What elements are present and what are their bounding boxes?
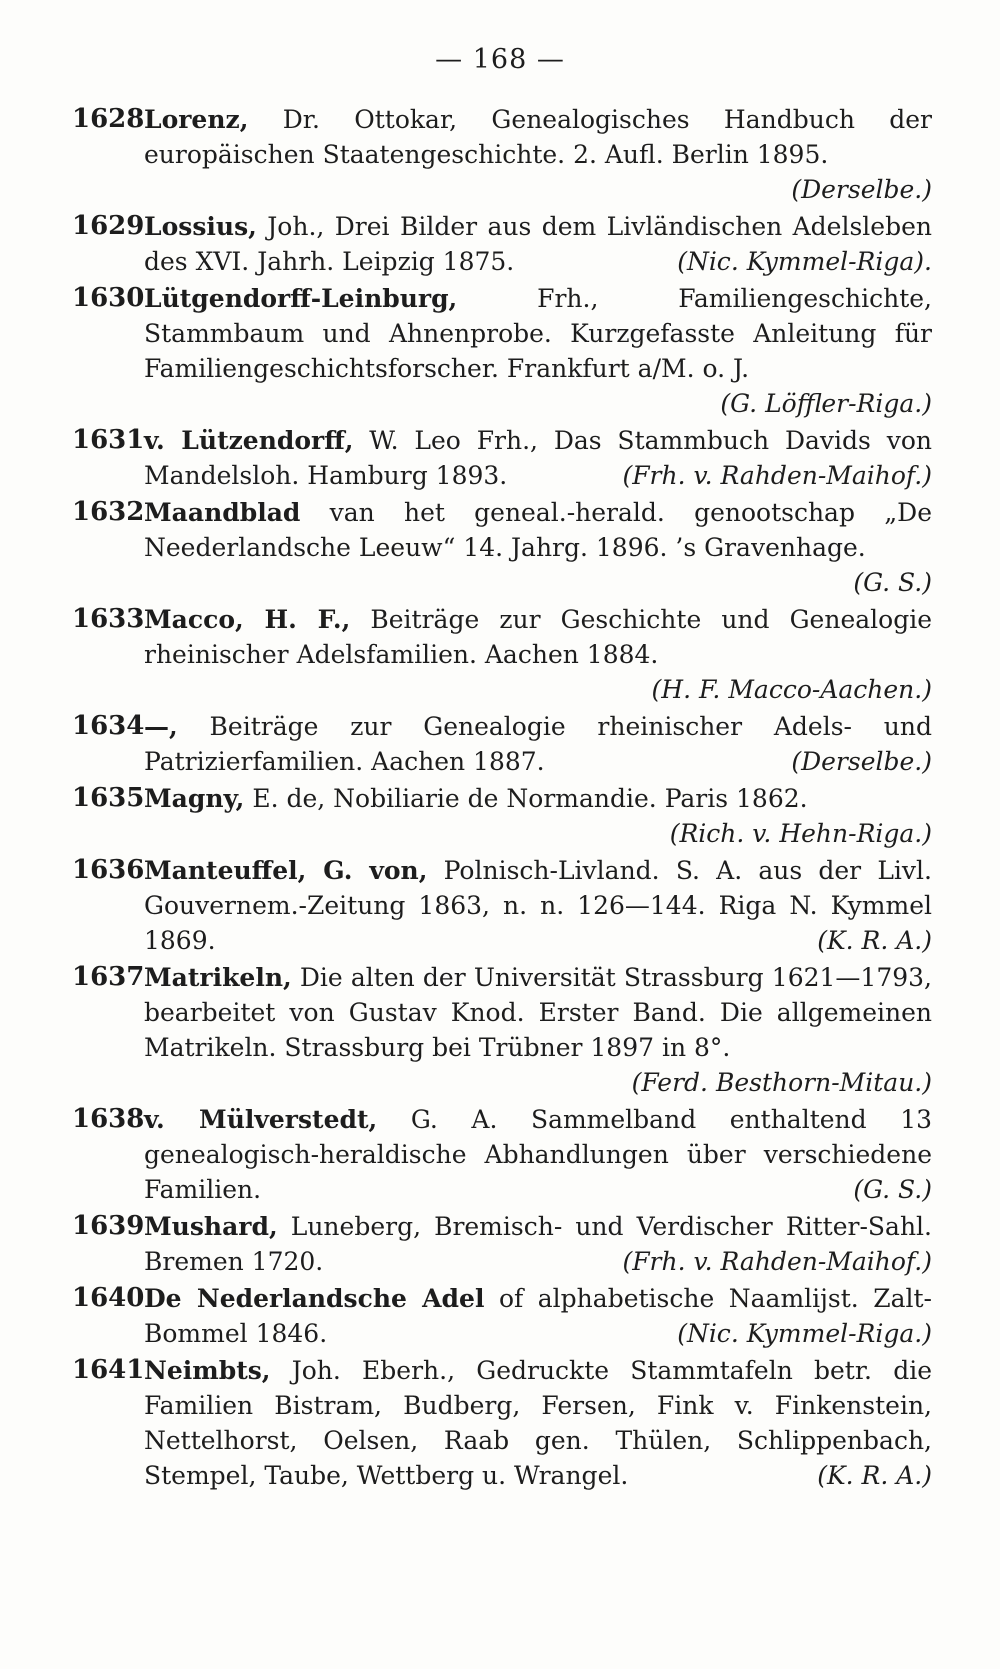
entry-text: Die alten der Universität Strassburg 1621—1793, bearbeitet von Gustav Knod. Erster Band. Die allgemeinen Matrikeln. Strassburg bei Trübner 1897 in 8°. <box>144 963 932 1062</box>
bibliography-list <box>72 102 932 1495</box>
entry-number: 1631 <box>72 425 145 455</box>
entry-body <box>144 709 932 779</box>
entry-author: De Nederlandsche Adel <box>144 1284 485 1313</box>
entry-body <box>144 1209 932 1279</box>
entry-source: (K. R. A.) <box>817 926 932 955</box>
entry-source: (Nic. Kymmel-Riga.) <box>677 1319 932 1348</box>
entry-author: —, <box>144 712 178 741</box>
entry-text: Dr. Ottokar, Genealogisches Handbuch der europäischen Staatengeschichte. 2. Aufl. Berlin 1895. <box>144 105 932 169</box>
entry-body <box>144 853 932 958</box>
bibliography-entry <box>72 602 932 707</box>
entry-body <box>144 1102 932 1207</box>
bibliography-entry <box>72 781 932 851</box>
bibliography-entry <box>72 1353 932 1493</box>
entry-body <box>144 423 932 493</box>
entry-text: Polnisch-Livland. S. A. aus der Livl. Gouvernem.-Zeitung 1863, n. n. 126—144. Riga N. Kymmel 1869. <box>144 856 932 955</box>
entry-text: Beiträge zur Geschichte und Genealogie rheinischer Adelsfamilien. Aachen 1884. <box>144 605 932 669</box>
entry-number: 1637 <box>72 962 145 992</box>
entry-source: (Derselbe.) <box>791 747 932 776</box>
entry-source: (Frh. v. Rahden-Maihof.) <box>622 1247 932 1276</box>
entry-number: 1634 <box>72 711 145 741</box>
entry-number: 1635 <box>72 783 145 813</box>
entry-number: 1628 <box>72 104 145 134</box>
bibliography-entry <box>72 1281 932 1351</box>
entry-text: Joh. Eberh., Gedruckte Stammtafeln betr. die Familien Bistram, Budberg, Fersen, Fink v. Finkenstein, Nettelhorst, Oelsen, Raab gen. Thülen, Schlippenbach, Stempel, Taube, Wettberg u. Wrangel. <box>144 1356 932 1490</box>
entry-author: Manteuffel, G. von, <box>144 856 428 885</box>
bibliography-entry <box>72 495 932 600</box>
entry-number: 1640 <box>72 1283 145 1313</box>
entry-text: Joh., Drei Bilder aus dem Livländischen Adelsleben des XVI. Jahrh. Leipzig 1875. <box>144 212 932 276</box>
entry-author: Lossius, <box>144 212 257 241</box>
entry-source: (Rich. v. Hehn-Riga.) <box>669 819 932 848</box>
entry-author: Lorenz, <box>144 105 249 134</box>
entry-source: (K. R. A.) <box>817 1461 932 1490</box>
bibliography-entry <box>72 1209 932 1279</box>
bibliography-entry <box>72 960 932 1100</box>
entry-author: Lütgendorff-Leinburg, <box>144 284 458 313</box>
entry-author: Maandblad <box>144 498 301 527</box>
entry-text: van het geneal.-herald. genootschap „De Neederlandsche Leeuw“ 14. Jahrg. 1896. ’s Gravenhage. <box>144 498 932 562</box>
entry-body <box>144 602 932 707</box>
entry-text: of alphabetische Naamlijst. Zalt-Bommel 1846. <box>144 1284 932 1348</box>
entry-number: 1629 <box>72 211 145 241</box>
entry-source: (G. S.) <box>853 1175 932 1204</box>
entry-text: Beiträge zur Genealogie rheinischer Adels- und Patrizierfamilien. Aachen 1887. <box>144 712 932 776</box>
entry-author: Matrikeln, <box>144 963 292 992</box>
entry-body <box>144 102 932 207</box>
entry-text: W. Leo Frh., Das Stammbuch Davids von Mandelsloh. Hamburg 1893. <box>144 426 932 490</box>
entry-body <box>144 781 932 851</box>
entry-author: Magny, <box>144 784 245 813</box>
entry-text: G. A. Sammelband enthaltend 13 genealogisch-heraldische Abhandlungen über verschiedene Familien. <box>144 1105 933 1204</box>
entry-body <box>144 1353 932 1493</box>
entry-body <box>144 1281 932 1351</box>
bibliography-entry <box>72 1102 932 1207</box>
entry-body <box>144 495 932 600</box>
entry-source: (H. F. Macco-Aachen.) <box>651 675 932 704</box>
entry-source: (G. Löffler-Riga.) <box>720 389 932 418</box>
bibliography-entry <box>72 102 932 207</box>
bibliography-entry <box>72 853 932 958</box>
entry-author: v. Mülverstedt, <box>144 1105 378 1134</box>
entry-number: 1641 <box>72 1355 145 1385</box>
entry-body <box>144 960 932 1100</box>
bibliography-entry <box>72 209 932 279</box>
bibliography-entry <box>72 423 932 493</box>
entry-text: Luneberg, Bremisch- und Verdischer Ritter-Sahl. Bremen 1720. <box>144 1212 932 1276</box>
entry-body <box>144 209 932 279</box>
entry-number: 1632 <box>72 497 145 527</box>
entry-source: (Frh. v. Rahden-Maihof.) <box>622 461 932 490</box>
bibliography-entry <box>72 281 932 421</box>
entry-author: v. Lützendorff, <box>144 426 354 455</box>
entry-source: (Nic. Kymmel-Riga). <box>677 247 932 276</box>
bibliography-entry <box>72 709 932 779</box>
entry-source: (G. S.) <box>853 568 932 597</box>
entry-author: Neimbts, <box>144 1356 271 1385</box>
entry-number: 1638 <box>72 1104 145 1134</box>
entry-text: E. de, Nobiliarie de Normandie. Paris 1862. <box>252 784 808 813</box>
entry-author: Mushard, <box>144 1212 278 1241</box>
entry-number: 1636 <box>72 855 145 885</box>
entry-body <box>144 281 932 421</box>
entry-source: (Ferd. Besthorn-Mitau.) <box>631 1068 932 1097</box>
entry-number: 1630 <box>72 283 145 313</box>
entry-text: Frh., Familiengeschichte, Stammbaum und Ahnenprobe. Kurzgefasste Anleitung für Familiengeschichtsforscher. Frankfurt a/M. o. J. <box>144 284 932 383</box>
entry-number: 1633 <box>72 604 145 634</box>
entry-author: Macco, H. F., <box>144 605 351 634</box>
page-number: — 168 — <box>435 44 565 75</box>
entry-source: (Derselbe.) <box>791 175 932 204</box>
entry-number: 1639 <box>72 1211 145 1241</box>
